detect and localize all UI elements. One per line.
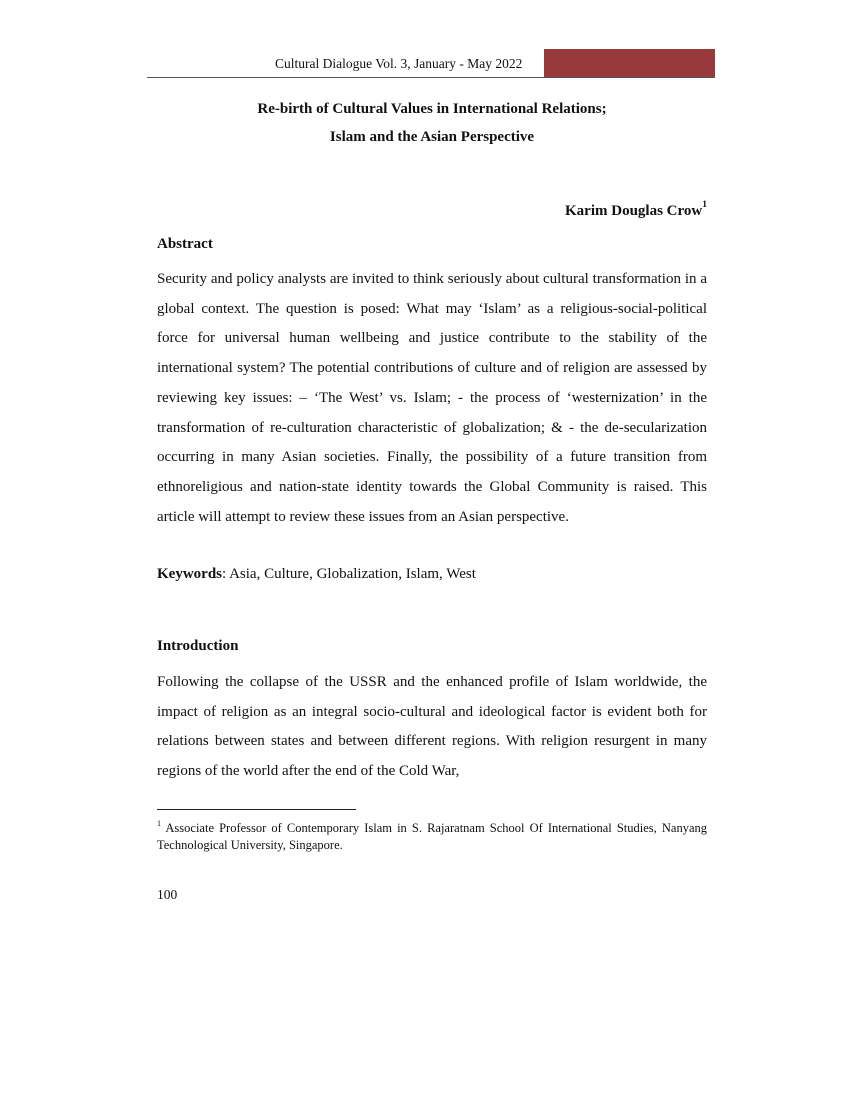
author-name-text: Karim Douglas Crow (565, 203, 703, 219)
article-title-line-1: Re-birth of Cultural Values in International Relations; (257, 101, 607, 117)
abstract-heading: Abstract (157, 236, 213, 252)
header-accent-bar (544, 49, 715, 78)
author-footnote-mark: 1 (702, 200, 707, 210)
journal-header-text: Cultural Dialogue Vol. 3, January - May 2022 (275, 56, 523, 71)
author-name (565, 202, 707, 220)
abstract-body: Security and policy analysts are invited to think seriously about cultural transformation in a global context. The question is posed: What may ‘Islam’ as a religious-social-political force for universal human wellbeing and justice contribute to the stability of the international system? The potential contributions of culture and of religion are assessed by reviewing key issues: – ‘The West’ vs. Islam; - the process of ‘westernization’ in the transformation of re-culturation characteristic of globalization; & - the de-secularization occurring in many Asian societies. Finally, the possibility of a future transition from ethnoreligious and nation-state identity towards the Global Community is raised. This article will attempt to review these issues from an Asian perspective. (157, 271, 707, 525)
keywords-label: Keywords (157, 566, 222, 582)
keywords-line (157, 566, 476, 583)
footnote-text: Associate Professor of Contemporary Islam in S. Rajaratnam School Of International Studies, Nanyang Technological University, Singapore. (157, 821, 707, 852)
article-title-line-2: Islam and the Asian Perspective (329, 129, 535, 145)
footnote (157, 817, 707, 853)
footnote-rule (157, 809, 356, 810)
keywords-list: : Asia, Culture, Globalization, Islam, West (222, 566, 476, 582)
footnote-mark: 1 (157, 819, 161, 828)
page-number: 100 (157, 887, 178, 902)
introduction-heading: Introduction (157, 638, 239, 654)
header-rule (147, 77, 715, 78)
introduction-body: Following the collapse of the USSR and the enhanced profile of Islam worldwide, the impact of religion as an integral socio-cultural and ideological factor is evident both for relations between states and between different regions. With religion resurgent in many regions of the world after the end of the Cold War, (157, 674, 707, 780)
